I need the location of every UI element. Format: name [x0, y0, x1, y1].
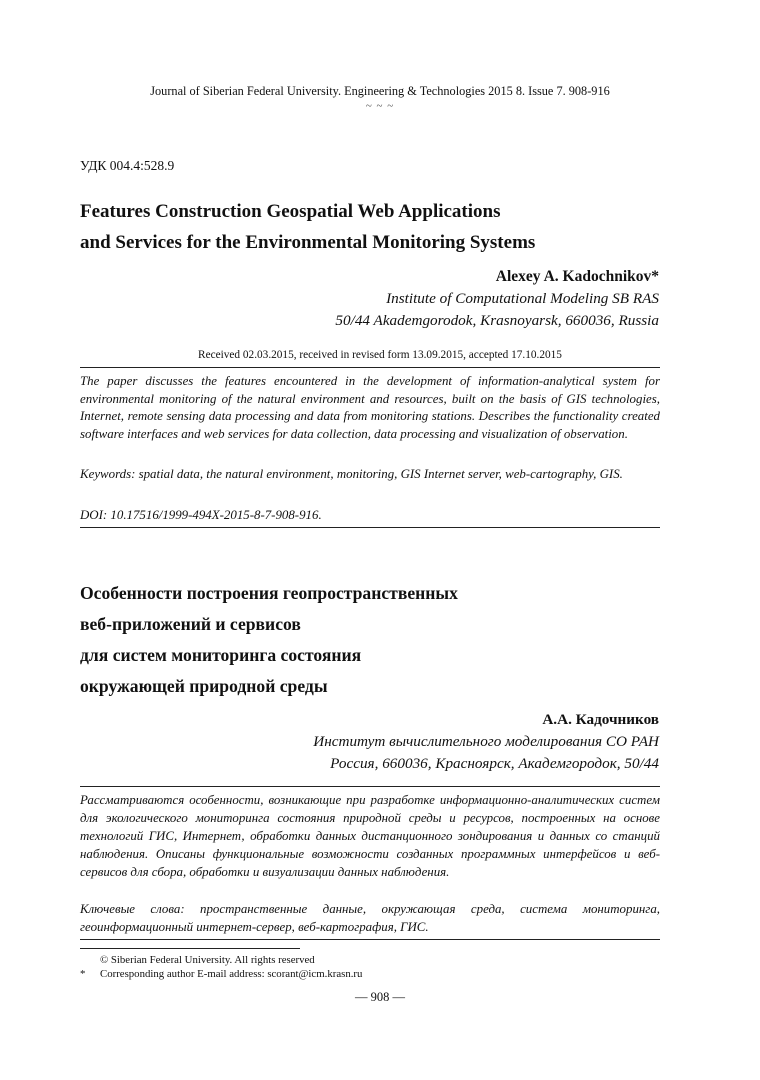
copyright-text: © Siberian Federal University. All rights reserved	[100, 954, 315, 966]
english-title-line: and Services for the Environmental Monitoring Systems	[80, 232, 536, 253]
udk-code: УДК 004.4:528.9	[80, 158, 175, 173]
doi-link[interactable]: DOI: 10.17516/1999-494X-2015-8-7-908-916.	[80, 508, 322, 522]
russian-affiliation-line: Институт вычислительного моделирования СО РАН	[313, 733, 659, 750]
english-keywords: Keywords: spatial data, the natural environment, monitoring, GIS Internet server, web-cartography, GIS.	[80, 467, 623, 481]
copyright-footnote	[80, 953, 315, 967]
corresponding-footnote	[80, 967, 362, 981]
russian-title-line: окружающей природной среды	[80, 676, 328, 696]
page-number: — 908 —	[355, 990, 405, 1004]
russian-author: А.А. Кадочников	[542, 711, 659, 728]
journal-running-head: Journal of Siberian Federal University. Engineering & Technologies 2015 8. Issue 7. 908-916	[150, 84, 610, 98]
header-separator: ~ ~ ~	[365, 100, 395, 112]
abstract-bottom-rule	[80, 527, 660, 528]
russian-title-line: Особенности построения геопространственных	[80, 583, 458, 603]
footnote-asterisk: *	[80, 968, 86, 980]
english-abstract: The paper discusses the features encountered in the development of information-analytical system for environmental monitoring of the natural environment and resources, built on the basis of GIS technologies, Internet, remote sensing data processing and data from monitoring stations. Describes the functionality created software interfaces and web services for data collection, data processing and visualization of observation.	[80, 374, 660, 442]
received-dates: Received 02.03.2015, received in revised form 13.09.2015, accepted 17.10.2015	[198, 349, 562, 361]
footnote-rule	[80, 948, 300, 949]
english-affiliation-line: 50/44 Akademgorodok, Krasnoyarsk, 660036, Russia	[335, 312, 659, 329]
english-title	[80, 196, 535, 258]
russian-title	[80, 578, 458, 702]
russian-affiliation	[313, 731, 659, 775]
russian-keywords: Ключевые слова: пространственные данные, окружающая среда, система мониторинга, геоинформационный интернет-сервер, веб-картография, ГИС.	[80, 902, 660, 934]
russian-title-line: для систем мониторинга состояния	[80, 645, 362, 665]
russian-affiliation-line: Россия, 660036, Красноярск, Академгородок, 50/44	[330, 755, 659, 772]
english-author: Alexey A. Kadochnikov*	[495, 268, 659, 285]
english-affiliation-line: Institute of Computational Modeling SB RAS	[386, 290, 659, 307]
corresponding-text: Corresponding author E-mail address: scorant@icm.krasn.ru	[100, 968, 363, 980]
russian-title-line: веб-приложений и сервисов	[80, 614, 301, 634]
english-title-line: Features Construction Geospatial Web Applications	[80, 201, 501, 222]
english-affiliation	[335, 288, 659, 332]
abstract-top-rule	[80, 367, 660, 368]
russian-abstract-top-rule	[80, 786, 660, 787]
russian-abstract-bottom-rule	[80, 939, 660, 940]
russian-abstract: Рассматриваются особенности, возникающие при разработке информационно-аналитических систем для экологического мониторинга состояния природной среды и ресурсов, построенных на основе технологий ГИС, Интернет, обработки данных дистанционного зондирования и данных со станций наблюдения. Описаны функциональные возможности созданных программных интерфейсов и веб-сервисов для сбора, обработки и визуализации данных наблюдения.	[80, 793, 660, 879]
